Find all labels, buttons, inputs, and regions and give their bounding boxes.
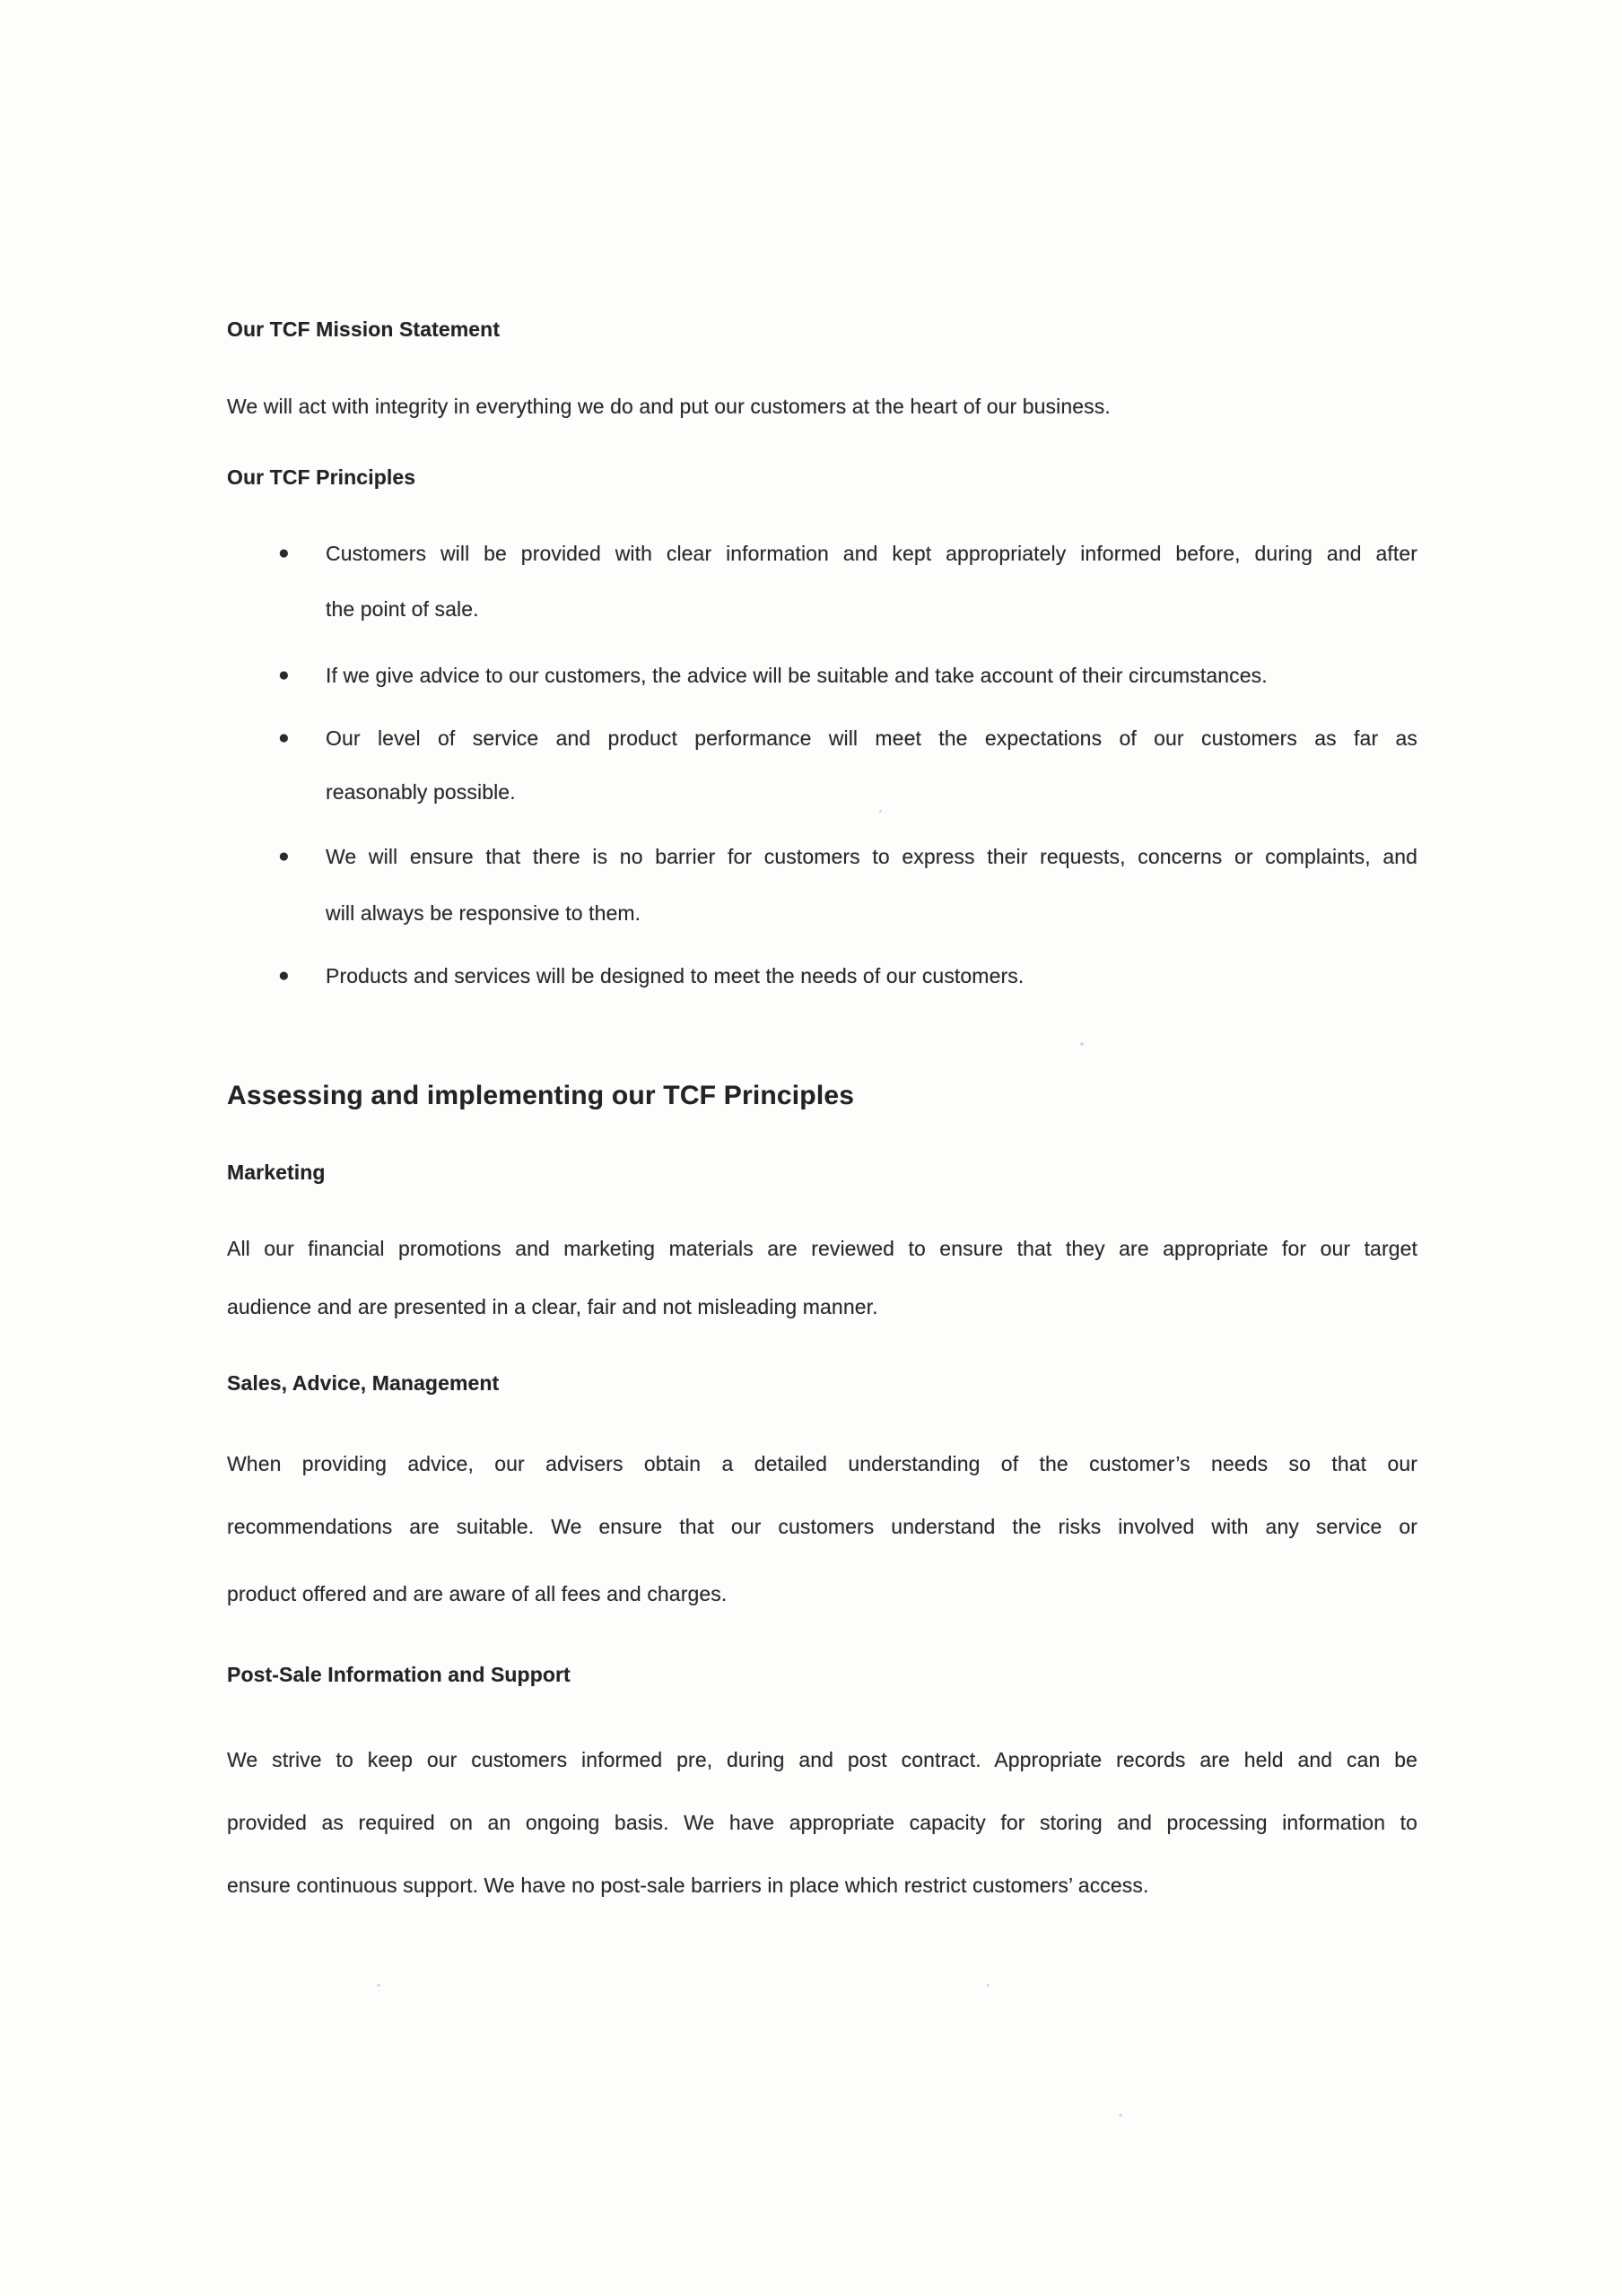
paragraph-line: recommendations are suitable. We ensure that our customers understand the risks involved with any service or <box>227 1515 1417 1538</box>
bullet-icon: ● <box>278 665 290 685</box>
bullet-line: the point of sale. <box>326 597 479 621</box>
assessing-heading: Assessing and implementing our TCF Principles <box>227 1081 855 1110</box>
scan-speck <box>879 810 882 813</box>
paragraph-line: provided as required on an ongoing basis. We have appropriate capacity for storing and processing information to <box>227 1811 1417 1834</box>
bullet-line: reasonably possible. <box>326 780 516 804</box>
bullet-icon: ● <box>278 965 290 986</box>
principles-heading: Our TCF Principles <box>227 465 416 489</box>
paragraph-line: All our financial promotions and marketing materials are reviewed to ensure that they are appropriate for our target <box>227 1237 1417 1260</box>
bullet-line: Customers will be provided with clear information and kept appropriately informed before, during and after <box>326 542 1417 565</box>
paragraph-line: We strive to keep our customers informed pre, during and post contract. Appropriate records are held and can be <box>227 1748 1417 1771</box>
scan-speck <box>1119 2114 1122 2117</box>
section-heading-sales: Sales, Advice, Management <box>227 1371 500 1395</box>
bullet-line: If we give advice to our customers, the advice will be suitable and take account of their circumstances. <box>326 664 1268 687</box>
bullet-icon: ● <box>278 543 290 563</box>
bullet-icon: ● <box>278 727 290 748</box>
scan-speck <box>1080 1042 1084 1046</box>
bullet-line: will always be responsive to them. <box>326 901 641 925</box>
section-heading-marketing: Marketing <box>227 1161 326 1184</box>
mission-statement: We will act with integrity in everything we do and put our customers at the heart of our business. <box>227 395 1111 418</box>
paragraph-line: product offered and are aware of all fees and charges. <box>227 1582 728 1605</box>
section-heading-post-sale: Post-Sale Information and Support <box>227 1663 571 1686</box>
bullet-icon: ● <box>278 846 290 866</box>
mission-heading: Our TCF Mission Statement <box>227 317 501 341</box>
scan-speck <box>377 1984 380 1987</box>
paragraph-line: When providing advice, our advisers obtain a detailed understanding of the customer’s needs so that our <box>227 1452 1417 1475</box>
paragraph-line: ensure continuous support. We have no post-sale barriers in place which restrict customers’ access. <box>227 1874 1149 1897</box>
bullet-line: We will ensure that there is no barrier for customers to express their requests, concerns or complaints, and <box>326 845 1417 868</box>
scan-speck <box>987 1984 990 1987</box>
bullet-line: Products and services will be designed to meet the needs of our customers. <box>326 964 1025 987</box>
bullet-line: Our level of service and product performance will meet the expectations of our customers as far as <box>326 726 1417 750</box>
paragraph-line: audience and are presented in a clear, fair and not misleading manner. <box>227 1295 878 1318</box>
